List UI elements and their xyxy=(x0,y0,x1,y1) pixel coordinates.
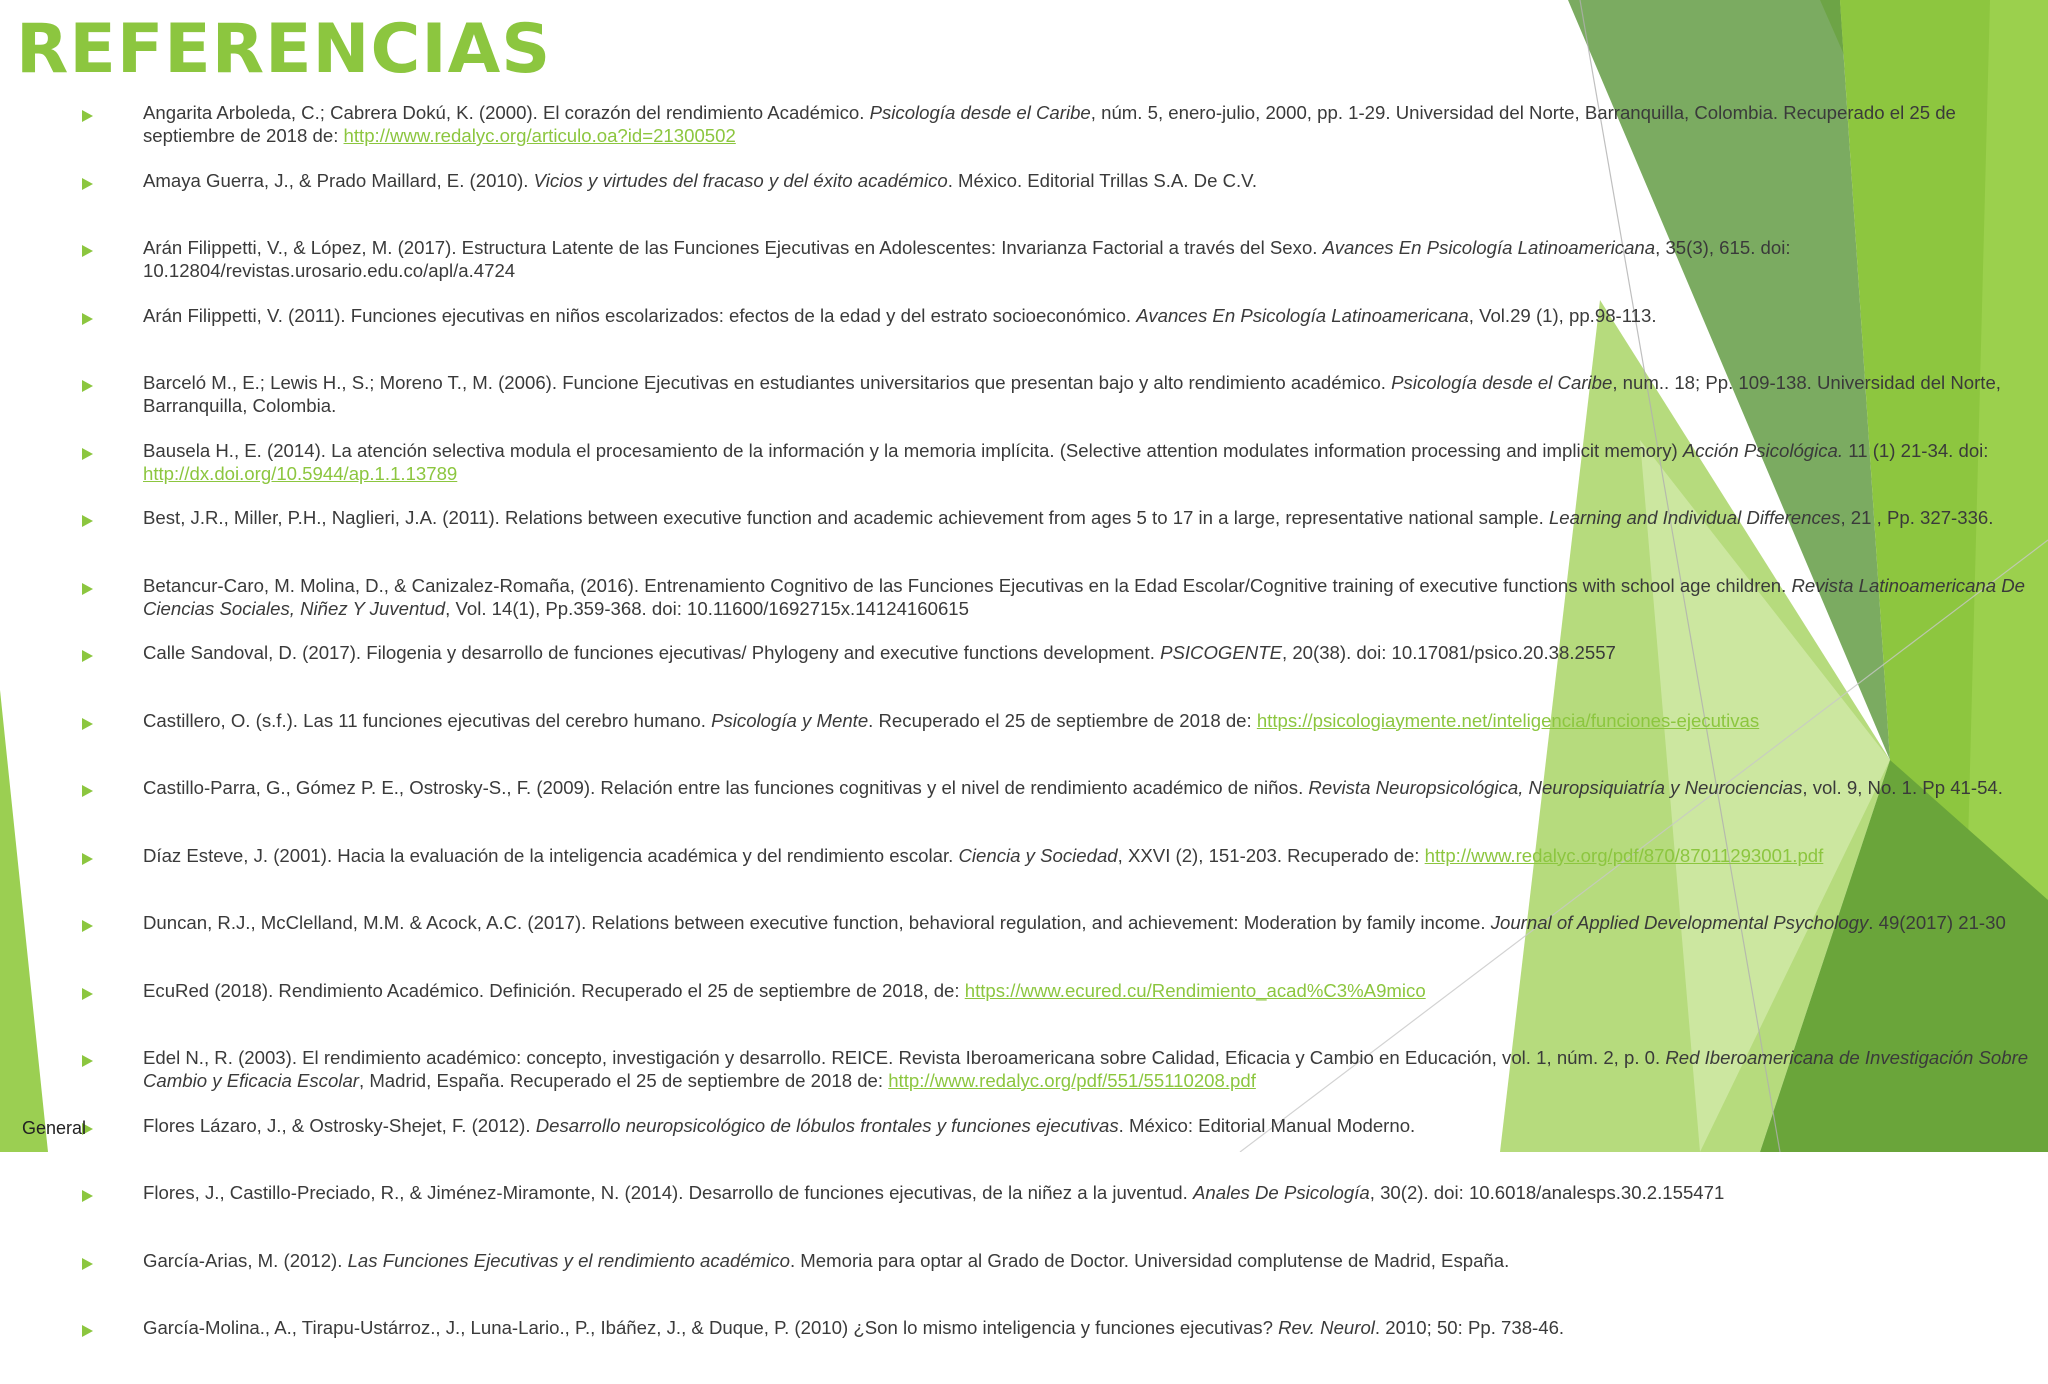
reference-item xyxy=(82,574,2032,642)
reference-item xyxy=(82,979,2032,1047)
reference-text-run: , XXVI (2), 151-203. Recuperado de: xyxy=(1117,844,1425,866)
reference-text-run: 11 (1) 21-34. doi: xyxy=(1843,439,1989,461)
footer-label: General xyxy=(22,1118,87,1138)
reference-text-run: . México. Editorial Trillas S.A. De C.V. xyxy=(947,169,1258,191)
reference-item xyxy=(82,911,2032,979)
reference-text-run: . Recuperado el 25 de septiembre de 2018 de: xyxy=(868,709,1257,731)
reference-text xyxy=(143,1114,1415,1182)
reference-text-run: García-Arias, M. (2012). xyxy=(143,1249,348,1271)
triangle-bullet-icon xyxy=(82,1325,93,1337)
reference-text-run: Duncan, R.J., McClelland, M.M. & Acock, A.C. (2017). Relations between executive function, behavioral regulation, and achievement: Moderation by family income. xyxy=(143,912,1491,933)
reference-link[interactable]: http://www.redalyc.org/pdf/870/87011293001.pdf xyxy=(1424,844,1824,866)
reference-item xyxy=(82,371,2032,439)
reference-text-run: , 21 , Pp. 327-336. xyxy=(1840,507,1994,528)
triangle-bullet-icon xyxy=(82,313,93,325)
triangle-bullet-icon xyxy=(82,178,93,190)
reference-text-run: . 49(2017) 21-30 xyxy=(1868,912,2006,933)
reference-text-run: Barceló M., E.; Lewis H., S.; Moreno T., M. (2006). Funcione Ejecutivas en estudiantes universitarios que presentan bajo y alto rendimiento académico. xyxy=(143,372,1392,393)
reference-source-italic: Learning and Individual Differences xyxy=(1548,507,1841,528)
reference-source-italic: Ciencia y Sociedad xyxy=(958,844,1118,866)
triangle-bullet-icon xyxy=(82,380,93,392)
reference-text xyxy=(143,236,2032,304)
reference-text-run: Betancur-Caro, M. Molina, D., & Canizalez-Romaña, (2016). Entrenamiento Cognitivo de las Funciones Ejecutivas en la Edad Escolar/Cognitive training of executive functions with school age children. xyxy=(143,574,1792,596)
reference-text-run: Díaz Esteve, J. (2001). Hacia la evaluación de la inteligencia académica y del rendimiento escolar. xyxy=(143,844,959,866)
reference-text xyxy=(143,506,1993,574)
reference-list xyxy=(82,101,2032,1338)
reference-text-run: Calle Sandoval, D. (2017). Filogenia y desarrollo de funciones ejecutivas/ Phylogeny and executive functions development. xyxy=(143,642,1161,663)
reference-text xyxy=(143,1316,1564,1384)
reference-text-run: , núm. 5, enero-julio, 2000, pp. 1-29. Universidad del Norte, Barranquilla, Colombia. Recuperado el 25 de septiembre de 2018 de: xyxy=(143,102,1956,146)
reference-text xyxy=(143,1181,1724,1249)
triangle-bullet-icon xyxy=(82,1258,93,1270)
reference-text xyxy=(143,844,1823,912)
reference-link[interactable]: http://www.redalyc.org/pdf/551/55110208.pdf xyxy=(888,1070,1256,1091)
reference-link[interactable]: http://dx.doi.org/10.5944/ap.1.1.13789 xyxy=(143,462,458,484)
reference-link[interactable]: http://www.redalyc.org/articulo.oa?id=21300502 xyxy=(343,125,736,146)
triangle-bullet-icon xyxy=(82,1055,93,1067)
reference-source-italic: Acción Psicológica. xyxy=(1682,439,1844,461)
reference-text-run: , Vol.29 (1), pp.98-113. xyxy=(1468,304,1657,326)
reference-item xyxy=(82,844,2032,912)
facet-left-sliver xyxy=(0,690,48,1152)
reference-source-italic: Rev. Neurol xyxy=(1278,1317,1375,1338)
triangle-bullet-icon xyxy=(82,245,93,257)
reference-text xyxy=(143,574,2032,642)
reference-text-run: Best, J.R., Miller, P.H., Naglieri, J.A. (2011). Relations between executive function and academic achievement from ages 5 to 17 in a large, representative national sample. xyxy=(143,507,1549,528)
reference-text xyxy=(143,371,2032,439)
reference-source-italic: Psicología y Mente xyxy=(711,709,869,731)
reference-text xyxy=(143,169,1257,237)
reference-source-italic: Red Iberoamericana de Investigación Sobre Cambio y Eficacia Escolar xyxy=(143,1047,2029,1091)
reference-source-italic: Avances En Psicología Latinoamericana xyxy=(1322,237,1656,258)
reference-link[interactable]: https://psicologiaymente.net/inteligencia/funciones-ejecutivas xyxy=(1256,709,1760,731)
reference-text xyxy=(143,304,1657,372)
reference-source-italic: Psicología desde el Caribe xyxy=(869,102,1091,123)
page-title: REFERENCIAS xyxy=(16,10,552,89)
reference-source-italic: Revista Latinoamericana De Ciencias Sociales, Niñez Y Juventud xyxy=(143,574,2026,619)
reference-item xyxy=(82,709,2032,777)
reference-text xyxy=(143,1046,2032,1114)
reference-text xyxy=(143,641,1616,709)
triangle-bullet-icon xyxy=(82,110,93,122)
reference-text-run: , vol. 9, No. 1. Pp 41-54. xyxy=(1802,777,2003,798)
reference-text-run: , Madrid, España. Recuperado el 25 de septiembre de 2018 de: xyxy=(358,1070,889,1091)
reference-item xyxy=(82,439,2032,507)
triangle-bullet-icon xyxy=(82,718,93,730)
reference-source-italic: Psicología desde el Caribe xyxy=(1391,372,1613,393)
reference-source-italic: Desarrollo neuropsicológico de lóbulos frontales y funciones ejecutivas xyxy=(535,1114,1119,1136)
reference-text-run: Bausela H., E. (2014). La atención selectiva modula el procesamiento de la información y la memoria implícita. (Selective attention modulates information processing and implicit memory) xyxy=(143,439,1683,461)
reference-item xyxy=(82,641,2032,709)
reference-text-run: . Memoria para optar al Grado de Doctor. Universidad complutense de Madrid, España. xyxy=(789,1249,1510,1271)
reference-source-italic: Journal of Applied Developmental Psychology xyxy=(1490,912,1869,933)
triangle-bullet-icon xyxy=(82,1190,93,1202)
reference-text-run: , Vol. 14(1), Pp.359-368. doi: 10.11600/1692715x.14124160615 xyxy=(445,597,969,619)
reference-text xyxy=(143,439,2032,507)
reference-item xyxy=(82,776,2032,844)
reference-item xyxy=(82,236,2032,304)
reference-item xyxy=(82,1316,2032,1384)
reference-text-run: EcuRed (2018). Rendimiento Académico. Definición. Recuperado el 25 de septiembre de 2018, de: xyxy=(143,979,965,1001)
reference-text-run: , 30(2). doi: 10.6018/analesps.30.2.155471 xyxy=(1369,1182,1725,1203)
reference-text xyxy=(143,709,1759,777)
reference-text xyxy=(143,776,2003,844)
triangle-bullet-icon xyxy=(82,515,93,527)
reference-text-run: Edel N., R. (2003). El rendimiento académico: concepto, investigación y desarrollo. REICE. Revista Iberoamericana sobre Calidad, Eficacia y Cambio en Educación, vol. 1, núm. 2, p. 0. xyxy=(143,1047,1666,1068)
reference-text-run: , num.. 18; Pp. 109-138. Universidad del Norte, Barranquilla, Colombia. xyxy=(143,372,2001,416)
reference-text-run: , 35(3), 615. doi: 10.12804/revistas.urosario.edu.co/apl/a.4724 xyxy=(143,237,1791,281)
reference-item xyxy=(82,1249,2032,1317)
triangle-bullet-icon xyxy=(82,650,93,662)
triangle-bullet-icon xyxy=(82,448,93,460)
reference-text-run: García-Molina., A., Tirapu-Ustárroz., J., Luna-Lario., P., Ibáñez, J., & Duque, P. (2010) ¿Son lo mismo inteligencia y funciones ejecutivas? xyxy=(143,1317,1279,1338)
reference-text-run: Flores Lázaro, J., & Ostrosky-Shejet, F. (2012). xyxy=(143,1114,536,1136)
reference-source-italic: Vicios y virtudes del fracaso y del éxito académico xyxy=(533,169,948,191)
reference-source-italic: Avances En Psicología Latinoamericana xyxy=(1136,304,1469,326)
reference-link[interactable]: https://www.ecured.cu/Rendimiento_acad%C3%A9mico xyxy=(964,979,1426,1001)
reference-text-run: Arán Filippetti, V. (2011). Funciones ejecutivas en niños escolarizados: efectos de la edad y del estrato socioeconómico. xyxy=(143,304,1137,326)
reference-item xyxy=(82,1046,2032,1114)
reference-text-run: , 20(38). doi: 10.17081/psico.20.38.2557 xyxy=(1281,642,1616,663)
reference-text-run: Amaya Guerra, J., & Prado Maillard, E. (2010). xyxy=(143,169,534,191)
reference-text xyxy=(143,1249,1509,1317)
triangle-bullet-icon xyxy=(82,920,93,932)
reference-source-italic: Las Funciones Ejecutivas y el rendimiento académico xyxy=(347,1249,790,1271)
reference-text-run: Angarita Arboleda, C.; Cabrera Dokú, K. (2000). El corazón del rendimiento Académico. xyxy=(143,102,870,123)
reference-item xyxy=(82,1181,2032,1249)
reference-text-run: Castillero, O. (s.f.). Las 11 funciones ejecutivas del cerebro humano. xyxy=(143,709,712,731)
reference-source-italic: PSICOGENTE xyxy=(1160,642,1282,663)
triangle-bullet-icon xyxy=(82,988,93,1000)
reference-source-italic: Revista Neuropsicológica, Neuropsiquiatría y Neurociencias xyxy=(1308,777,1803,798)
reference-text-run: Castillo-Parra, G., Gómez P. E., Ostrosky-S., F. (2009). Relación entre las funciones cognitivas y el nivel de rendimiento académico de niños. xyxy=(143,777,1309,798)
reference-text-run: Flores, J., Castillo-Preciado, R., & Jiménez-Miramonte, N. (2014). Desarrollo de funciones ejecutivas, de la niñez a la juventud. xyxy=(143,1182,1193,1203)
reference-item xyxy=(82,101,2032,169)
reference-text xyxy=(143,911,2006,979)
reference-item xyxy=(82,169,2032,237)
reference-item xyxy=(82,506,2032,574)
triangle-bullet-icon xyxy=(82,785,93,797)
reference-text-run: Arán Filippetti, V., & López, M. (2017). Estructura Latente de las Funciones Ejecutivas en Adolescentes: Invarianza Factorial a través del Sexo. xyxy=(143,237,1323,258)
triangle-bullet-icon xyxy=(82,583,93,595)
reference-text-run: . México: Editorial Manual Moderno. xyxy=(1118,1114,1416,1136)
reference-item xyxy=(82,304,2032,372)
reference-source-italic: Anales De Psicología xyxy=(1192,1182,1370,1203)
reference-text xyxy=(143,101,2032,169)
reference-text-run: . 2010; 50: Pp. 738-46. xyxy=(1374,1317,1565,1338)
reference-text xyxy=(143,979,1426,1047)
triangle-bullet-icon xyxy=(82,853,93,865)
reference-item xyxy=(82,1114,2032,1182)
